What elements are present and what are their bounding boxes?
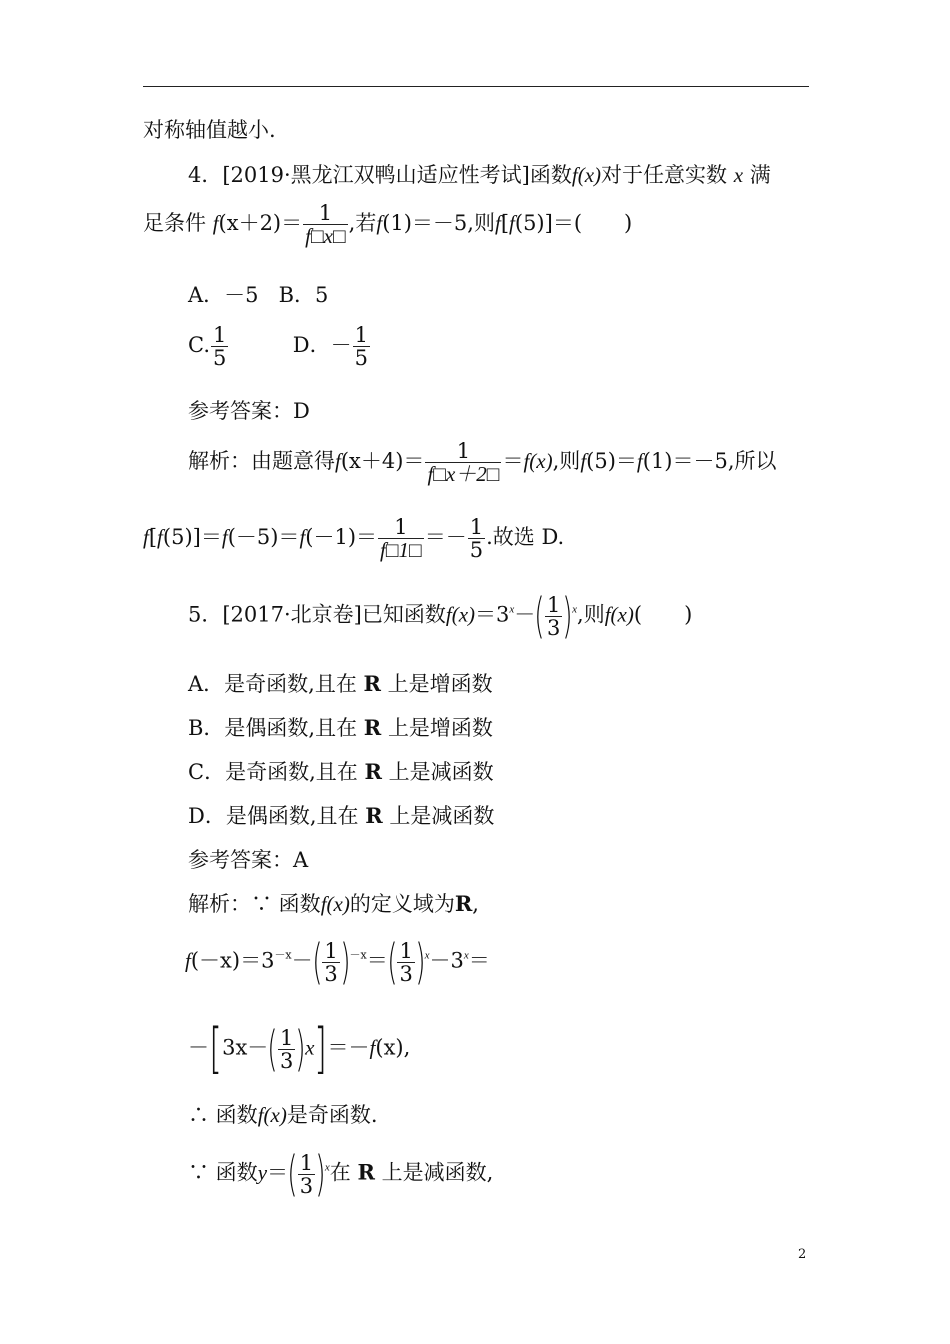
fraction <box>303 202 348 247</box>
fraction <box>322 940 339 985</box>
numerator: 1 <box>547 592 561 617</box>
numerator: 1 <box>303 202 348 225</box>
q4-option-d: D．－ <box>292 333 352 357</box>
denominator: 3 <box>324 961 338 986</box>
bracket: [ <box>209 1017 222 1080</box>
q4-explanation-line2: f[f(5)]＝f(－5)＝f(－1)＝ $\frac{1}{f□1□}$ ＝－ $\frac{1}{5}$ .故选 D. <box>143 515 565 562</box>
q5-option-b: B．是偶函数,且在 R 上是增函数 <box>188 715 493 740</box>
fraction <box>378 516 424 561</box>
fraction <box>397 940 414 985</box>
fraction <box>298 1152 315 1197</box>
numerator: 1 <box>378 516 424 539</box>
numerator: 1 <box>299 1150 314 1175</box>
exponent: x <box>424 949 430 962</box>
header-rule <box>143 86 809 87</box>
exponent: x <box>509 603 515 616</box>
denominator: 3 <box>280 1048 294 1073</box>
q4-option-b: B．5 <box>278 283 329 307</box>
parenthesis: ) <box>295 1021 306 1077</box>
parenthesis: ( <box>267 1021 278 1077</box>
q4-option-a: A．－5 <box>188 283 259 307</box>
parenthesis: ( <box>386 934 398 990</box>
page-number: 2 <box>798 1247 807 1262</box>
q5-explanation-line5: ∵ 函数y＝( $\frac{1}{3}$ )$^x$在 R 上是减函数, <box>188 1146 494 1202</box>
q4-stem-line2: 足条件 f(x＋2)＝ $\frac{1}{f□x□}$ ,若f(1)＝－5,则f[f(5)]＝( ) <box>143 201 633 248</box>
denominator: f□x□ <box>305 224 346 248</box>
fraction <box>468 516 485 561</box>
numerator: 1 <box>280 1025 294 1050</box>
parenthesis: ) <box>339 934 351 990</box>
exponent: －x <box>274 948 292 962</box>
parenthesis: ( <box>534 588 545 644</box>
parenthesis: ( <box>311 934 323 990</box>
fraction <box>211 324 228 369</box>
numerator: 1 <box>469 515 484 539</box>
q4-options-cd <box>188 324 371 369</box>
q5-option-c: C．是奇函数,且在 R 上是减函数 <box>188 759 494 784</box>
exponent: x <box>324 1161 330 1174</box>
exponent: x <box>463 949 469 962</box>
parenthesis: ) <box>315 1146 326 1202</box>
parenthesis: ) <box>415 934 426 990</box>
fraction <box>353 324 370 369</box>
denominator: 5 <box>469 538 484 562</box>
numerator: 1 <box>425 440 501 463</box>
denominator: 5 <box>354 346 368 370</box>
q5-explanation-line3: －[3x－( $\frac{1}{3}$ )x]＝－f(x), <box>188 1017 411 1080</box>
denominator: 3 <box>399 961 413 986</box>
fraction <box>425 440 501 485</box>
q4-answer: 参考答案：D <box>188 399 310 423</box>
q4-stem-line1: 4．[2019·黑龙江双鸭山适应性考试]函数f(x)对于任意实数 x 满 <box>188 163 771 187</box>
q4-options-ab <box>188 282 328 308</box>
bracket: ] <box>314 1017 328 1080</box>
exponent: －x <box>349 948 367 962</box>
parenthesis: ( <box>287 1146 298 1202</box>
denominator: 3 <box>299 1173 314 1198</box>
fraction <box>278 1027 295 1072</box>
q5-explanation-line4: ∴ 函数f(x)是奇函数. <box>188 1103 378 1127</box>
q4-option-c: C. <box>188 333 210 357</box>
q5-answer: 参考答案：A <box>188 848 309 872</box>
q4-explanation-line1: 解析：由题意得f(x＋4)＝ $\frac{1}{f□x+2□}$ ＝f(x),则f(5)＝f(1)＝－5,所以 <box>188 439 777 486</box>
exponent: x <box>572 603 578 616</box>
denominator: 5 <box>213 346 227 370</box>
numerator: 1 <box>324 938 338 963</box>
q5-explanation-line1: 解析：∵ 函数f(x)的定义域为R, <box>188 891 479 916</box>
parenthesis: ) <box>562 588 573 644</box>
fraction <box>545 594 562 639</box>
q5-option-d: D．是偶函数,且在 R 上是减函数 <box>188 803 495 828</box>
denominator: f□x＋2□ <box>427 462 500 486</box>
q5-stem: 5．[2017·北京卷]已知函数$f(x)=3^x-$( $\frac{1}{3}$ )$^x$,则f(x)( ) <box>188 588 693 644</box>
numerator: 1 <box>399 938 413 963</box>
q5-option-a: A．是奇函数,且在 R 上是增函数 <box>188 671 493 696</box>
denominator: f□1□ <box>380 538 422 562</box>
numerator: 1 <box>213 323 227 347</box>
continued-text: 对称轴值越小. <box>143 118 276 142</box>
numerator: 1 <box>354 323 368 347</box>
denominator: 3 <box>547 615 561 640</box>
q5-explanation-line2: $f(-x)=3^{-x}-$( $\frac{1}{3}$ )$^{-x}$＝( $\frac{1}{3}$ )$^x-3^x=$ <box>185 934 490 990</box>
